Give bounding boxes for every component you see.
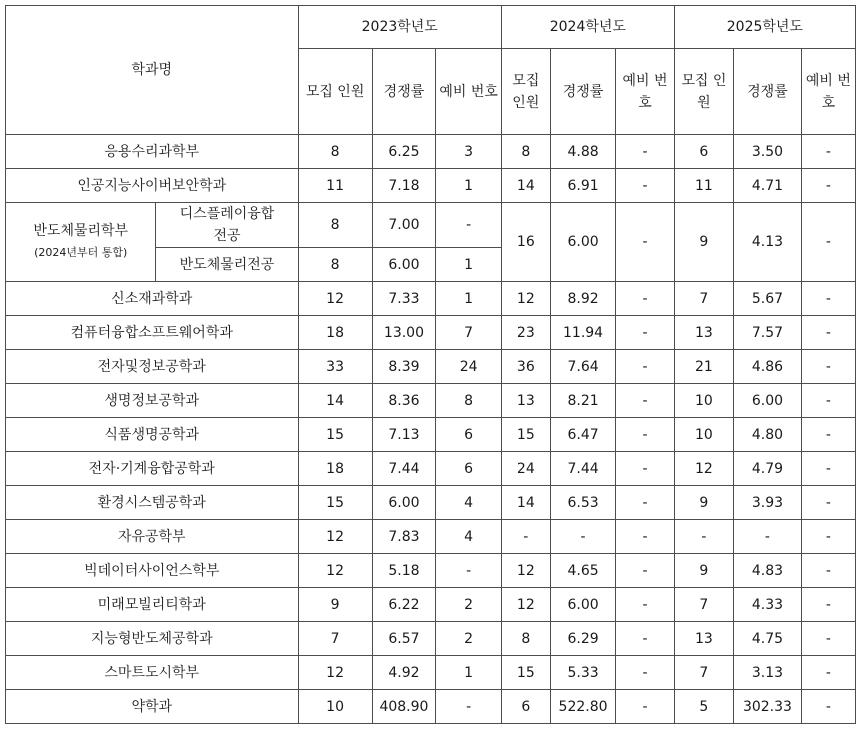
value-cell: - xyxy=(801,486,855,520)
value-cell: - xyxy=(616,384,674,418)
value-cell: - xyxy=(616,622,674,656)
value-cell: - xyxy=(801,316,855,350)
value-cell: 24 xyxy=(436,350,502,384)
dept-name-cell: 전자·기계융합공학과 xyxy=(6,452,299,486)
value-cell: - xyxy=(616,520,674,554)
value-cell: 7 xyxy=(436,316,502,350)
value-cell: 7 xyxy=(298,622,372,656)
value-cell: 5 xyxy=(674,690,733,724)
table-row xyxy=(6,350,856,384)
value-cell: 3.13 xyxy=(734,656,802,690)
value-cell: - xyxy=(801,169,855,203)
value-cell: - xyxy=(801,690,855,724)
value-cell: 6.53 xyxy=(550,486,616,520)
admission-table xyxy=(5,5,856,724)
value-cell: 6 xyxy=(674,135,733,169)
value-cell: 12 xyxy=(298,520,372,554)
dept-name-cell: 미래모빌리티학과 xyxy=(6,588,299,622)
table-row xyxy=(6,622,856,656)
value-cell: 4.83 xyxy=(734,554,802,588)
competition-header: 경쟁률 xyxy=(550,49,616,135)
value-cell: - xyxy=(616,418,674,452)
value-cell: 4.71 xyxy=(734,169,802,203)
value-cell: 1 xyxy=(436,656,502,690)
value-cell: 7.00 xyxy=(372,203,436,248)
dept-name-cell: 약학과 xyxy=(6,690,299,724)
value-cell: 7 xyxy=(674,656,733,690)
value-cell: - xyxy=(801,135,855,169)
value-cell: 33 xyxy=(298,350,372,384)
value-cell: 18 xyxy=(298,316,372,350)
value-cell: - xyxy=(801,384,855,418)
value-cell: 15 xyxy=(501,656,550,690)
value-cell: 5.18 xyxy=(372,554,436,588)
value-cell: 9 xyxy=(674,486,733,520)
dept-name-cell: 지능형반도체공학과 xyxy=(6,622,299,656)
table-row xyxy=(6,418,856,452)
year-header-2024: 2024학년도 xyxy=(501,6,674,49)
value-cell: 6.47 xyxy=(550,418,616,452)
year-header-2025: 2025학년도 xyxy=(674,6,855,49)
value-cell: 6.91 xyxy=(550,169,616,203)
value-cell: - xyxy=(801,282,855,316)
dept-name-cell: 응용수리과학부 xyxy=(6,135,299,169)
dept-name-cell: 컴퓨터융합소프트웨어학과 xyxy=(6,316,299,350)
competition-header: 경쟁률 xyxy=(372,49,436,135)
value-cell: 12 xyxy=(501,554,550,588)
value-cell: 16 xyxy=(501,203,550,282)
value-cell: - xyxy=(801,350,855,384)
value-cell: 2 xyxy=(436,588,502,622)
value-cell: - xyxy=(801,656,855,690)
value-cell: 12 xyxy=(501,588,550,622)
sub-dept-name-cell: 반도체물리전공 xyxy=(156,248,298,282)
value-cell: 4.79 xyxy=(734,452,802,486)
value-cell: 1 xyxy=(436,282,502,316)
value-cell: - xyxy=(801,520,855,554)
value-cell: 8 xyxy=(436,384,502,418)
value-cell: 4.80 xyxy=(734,418,802,452)
value-cell: - xyxy=(616,486,674,520)
quota-header: 모집 인원 xyxy=(501,49,550,135)
value-cell: 5.33 xyxy=(550,656,616,690)
value-cell: 12 xyxy=(298,554,372,588)
value-cell: 4.88 xyxy=(550,135,616,169)
value-cell: - xyxy=(801,452,855,486)
dept-group-name: 반도체물리학부 xyxy=(33,223,129,239)
table-row xyxy=(6,452,856,486)
value-cell: 8.36 xyxy=(372,384,436,418)
dept-name-cell: 자유공학부 xyxy=(6,520,299,554)
value-cell: 8 xyxy=(501,135,550,169)
sub-dept-name-cell: 디스플레이융합 전공 xyxy=(156,203,298,248)
dept-name-cell: 생명정보공학과 xyxy=(6,384,299,418)
value-cell: - xyxy=(436,690,502,724)
value-cell: 12 xyxy=(298,282,372,316)
value-cell: 10 xyxy=(298,690,372,724)
value-cell: 8 xyxy=(298,203,372,248)
value-cell: - xyxy=(616,350,674,384)
value-cell: 13.00 xyxy=(372,316,436,350)
quota-header: 모집 인원 xyxy=(298,49,372,135)
dept-name-cell: 환경시스템공학과 xyxy=(6,486,299,520)
table-row xyxy=(6,520,856,554)
value-cell: 4.86 xyxy=(734,350,802,384)
table-row xyxy=(6,316,856,350)
value-cell: - xyxy=(616,282,674,316)
value-cell: 6.00 xyxy=(734,384,802,418)
value-cell: 6 xyxy=(436,418,502,452)
header-row-years xyxy=(6,6,856,49)
value-cell: - xyxy=(436,203,502,248)
dept-name-header: 학과명 xyxy=(6,6,299,135)
value-cell: 6.29 xyxy=(550,622,616,656)
year-header-2023: 2023학년도 xyxy=(298,6,501,49)
value-cell: - xyxy=(801,554,855,588)
value-cell: 15 xyxy=(298,418,372,452)
table-row xyxy=(6,203,856,248)
value-cell: - xyxy=(616,135,674,169)
value-cell: 8.39 xyxy=(372,350,436,384)
waitlist-header: 예비 번호 xyxy=(436,49,502,135)
table-row xyxy=(6,656,856,690)
value-cell: 4.33 xyxy=(734,588,802,622)
dept-name-cell: 스마트도시학부 xyxy=(6,656,299,690)
value-cell: 12 xyxy=(298,656,372,690)
competition-header: 경쟁률 xyxy=(734,49,802,135)
waitlist-header: 예비 번호 xyxy=(801,49,855,135)
dept-group-note: (2024년부터 통합) xyxy=(34,246,128,259)
value-cell: 11.94 xyxy=(550,316,616,350)
value-cell: - xyxy=(616,316,674,350)
value-cell: 21 xyxy=(674,350,733,384)
value-cell: 4.92 xyxy=(372,656,436,690)
dept-name-cell: 신소재과학과 xyxy=(6,282,299,316)
value-cell: - xyxy=(616,656,674,690)
value-cell: - xyxy=(801,203,855,282)
value-cell: 14 xyxy=(501,169,550,203)
value-cell: 13 xyxy=(501,384,550,418)
value-cell: 6.00 xyxy=(550,588,616,622)
value-cell: 6 xyxy=(501,690,550,724)
quota-header: 모집 인원 xyxy=(674,49,733,135)
value-cell: 1 xyxy=(436,169,502,203)
dept-name-cell: 인공지능사이버보안학과 xyxy=(6,169,299,203)
value-cell: 9 xyxy=(674,203,733,282)
value-cell: 12 xyxy=(674,452,733,486)
value-cell: 3.50 xyxy=(734,135,802,169)
value-cell: 4 xyxy=(436,520,502,554)
value-cell: 7.57 xyxy=(734,316,802,350)
value-cell: 23 xyxy=(501,316,550,350)
value-cell: - xyxy=(616,169,674,203)
value-cell: 8 xyxy=(501,622,550,656)
value-cell: 14 xyxy=(298,384,372,418)
waitlist-header: 예비 번호 xyxy=(616,49,674,135)
value-cell: 408.90 xyxy=(372,690,436,724)
value-cell: 7 xyxy=(674,282,733,316)
value-cell: - xyxy=(734,520,802,554)
dept-name-cell: 전자및정보공학과 xyxy=(6,350,299,384)
value-cell: 6.57 xyxy=(372,622,436,656)
value-cell: - xyxy=(801,588,855,622)
table-row xyxy=(6,384,856,418)
value-cell: 3 xyxy=(436,135,502,169)
value-cell: 3.93 xyxy=(734,486,802,520)
value-cell: 4.65 xyxy=(550,554,616,588)
value-cell: 11 xyxy=(674,169,733,203)
value-cell: - xyxy=(674,520,733,554)
value-cell: 24 xyxy=(501,452,550,486)
value-cell: 13 xyxy=(674,622,733,656)
value-cell: 7.83 xyxy=(372,520,436,554)
value-cell: 7 xyxy=(674,588,733,622)
value-cell: 6.25 xyxy=(372,135,436,169)
value-cell: 5.67 xyxy=(734,282,802,316)
value-cell: 522.80 xyxy=(550,690,616,724)
value-cell: 6 xyxy=(436,452,502,486)
value-cell: - xyxy=(616,203,674,282)
value-cell: 12 xyxy=(501,282,550,316)
dept-group-cell xyxy=(6,203,156,282)
value-cell: 6.00 xyxy=(550,203,616,282)
value-cell: - xyxy=(616,452,674,486)
value-cell: 7.64 xyxy=(550,350,616,384)
table-row xyxy=(6,690,856,724)
value-cell: 2 xyxy=(436,622,502,656)
value-cell: - xyxy=(801,622,855,656)
value-cell: 9 xyxy=(674,554,733,588)
value-cell: 15 xyxy=(298,486,372,520)
value-cell: - xyxy=(550,520,616,554)
value-cell: 1 xyxy=(436,248,502,282)
value-cell: - xyxy=(616,554,674,588)
value-cell: 6.00 xyxy=(372,486,436,520)
value-cell: 4.13 xyxy=(734,203,802,282)
table-row xyxy=(6,282,856,316)
value-cell: 8.21 xyxy=(550,384,616,418)
dept-name-cell: 식품생명공학과 xyxy=(6,418,299,452)
value-cell: 8.92 xyxy=(550,282,616,316)
table-row xyxy=(6,169,856,203)
value-cell: 10 xyxy=(674,418,733,452)
value-cell: 8 xyxy=(298,135,372,169)
value-cell: - xyxy=(616,690,674,724)
value-cell: 7.13 xyxy=(372,418,436,452)
value-cell: 15 xyxy=(501,418,550,452)
value-cell: - xyxy=(501,520,550,554)
value-cell: 10 xyxy=(674,384,733,418)
value-cell: 4 xyxy=(436,486,502,520)
value-cell: - xyxy=(436,554,502,588)
value-cell: 18 xyxy=(298,452,372,486)
value-cell: 6.22 xyxy=(372,588,436,622)
value-cell: 14 xyxy=(501,486,550,520)
table-row xyxy=(6,588,856,622)
value-cell: 302.33 xyxy=(734,690,802,724)
value-cell: 36 xyxy=(501,350,550,384)
value-cell: 9 xyxy=(298,588,372,622)
value-cell: - xyxy=(616,588,674,622)
value-cell: 7.44 xyxy=(372,452,436,486)
table-row xyxy=(6,486,856,520)
value-cell: 8 xyxy=(298,248,372,282)
value-cell: 4.75 xyxy=(734,622,802,656)
dept-name-cell: 빅데이터사이언스학부 xyxy=(6,554,299,588)
value-cell: 7.44 xyxy=(550,452,616,486)
value-cell: 7.18 xyxy=(372,169,436,203)
value-cell: - xyxy=(801,418,855,452)
value-cell: 13 xyxy=(674,316,733,350)
table-row xyxy=(6,135,856,169)
value-cell: 6.00 xyxy=(372,248,436,282)
table-row xyxy=(6,554,856,588)
value-cell: 7.33 xyxy=(372,282,436,316)
value-cell: 11 xyxy=(298,169,372,203)
